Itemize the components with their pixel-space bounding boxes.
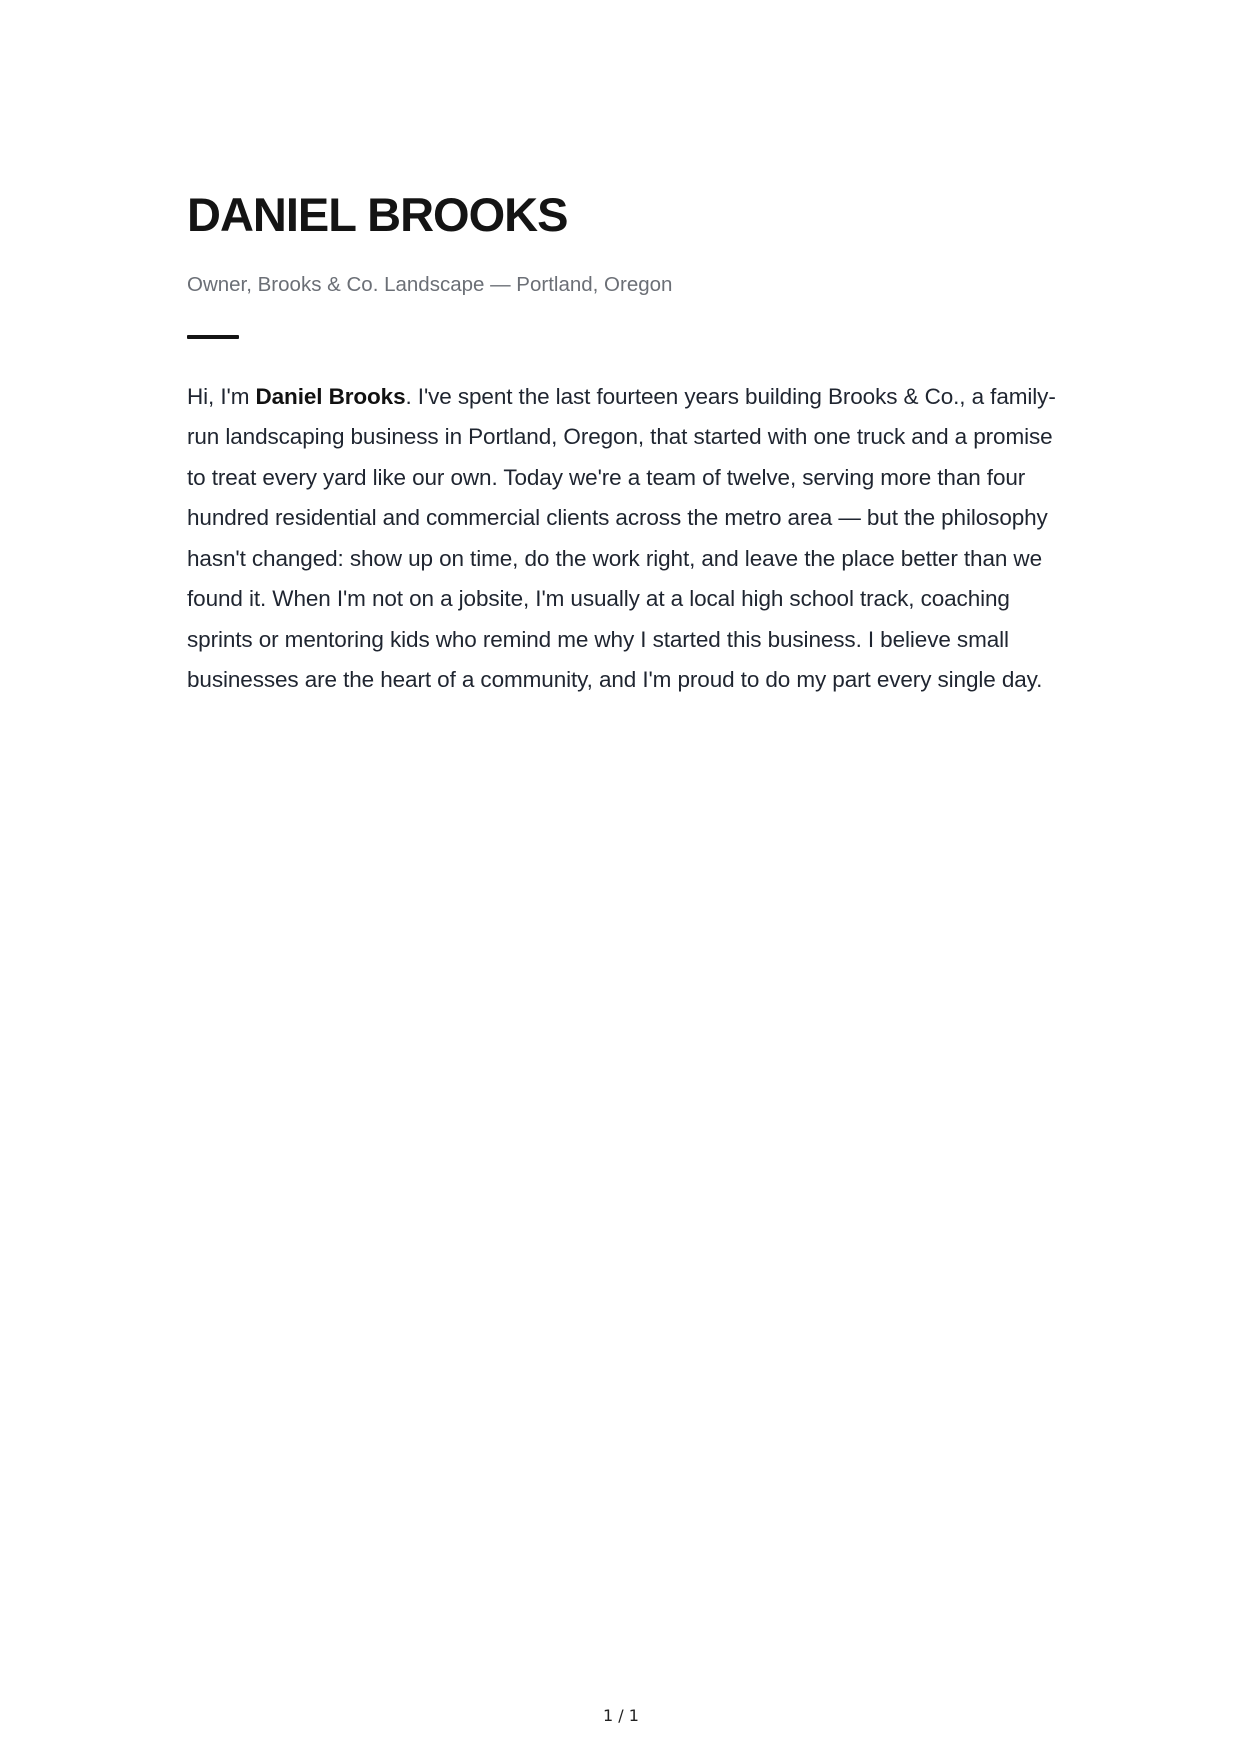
divider [187,335,239,339]
bio-paragraph [187,377,1057,701]
bio-name: Daniel Brooks [255,383,406,409]
bio-text: . I've spent the last fourteen years building Brooks & Co., a family-run landscaping business in Portland, Oregon, that started with one truck and a promise to treat every yard like our own. Today we're a team of twelve, serving more than four hundred residential and commercial clients across the metro area — but the philosophy hasn't changed: show up on time, do the work right, and leave the place better than we found it. When I'm not on a jobsite, I'm usually at a local high school track, coaching sprints or mentoring kids who remind me why I started this business. I believe small businesses are the heart of a community, and I'm proud to do my part every single day. [187,383,1056,693]
page-title: DANIEL BROOKS [187,188,568,241]
page-number: 1 / 1 [603,1706,639,1725]
profile-content [187,188,1057,701]
page-subtitle: Owner, Brooks & Co. Landscape — Portland, Oregon [187,273,673,297]
bio-greeting: Hi, I'm [187,383,256,409]
